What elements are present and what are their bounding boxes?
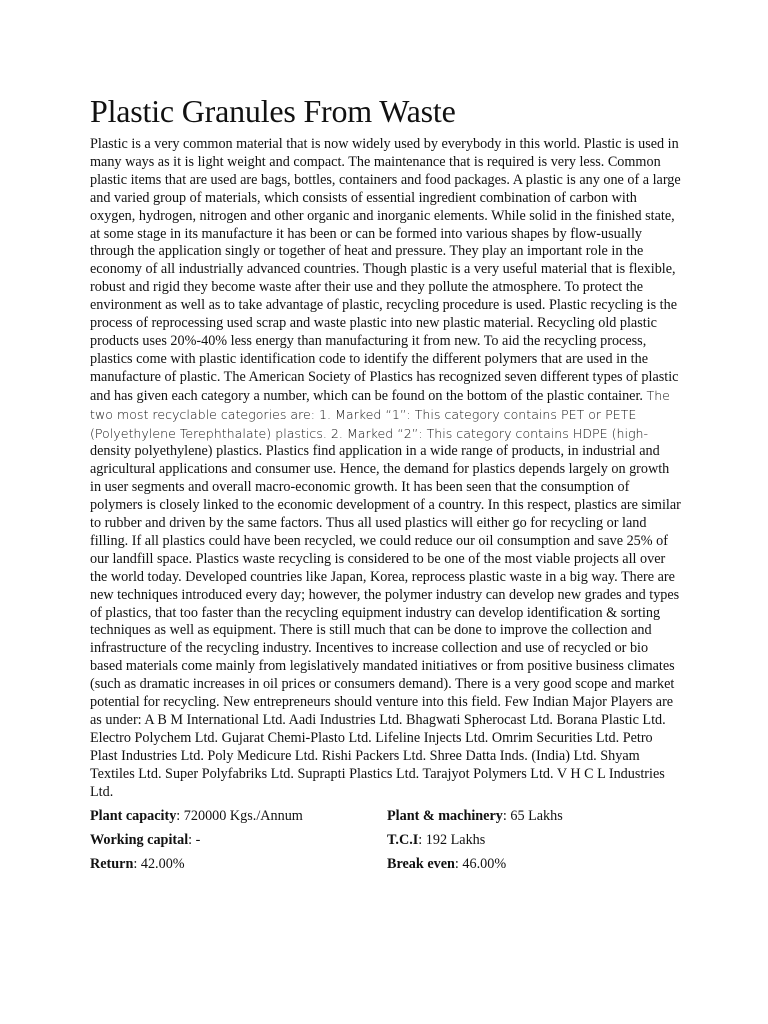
document-page — [90, 92, 682, 873]
fact-separator: : — [133, 855, 141, 872]
fact-value: 192 Lakhs — [425, 831, 486, 848]
fact-plant-machinery — [387, 808, 682, 825]
body-text-part-2: The two most recyclable categories are: 1. Marked “1”: This category contains PET or PETE (Polyethylene Terephthalate) plastics. 2. Marked “2”: This category contains HDPE (high- — [90, 387, 670, 441]
fact-label: T.C.I — [387, 831, 419, 848]
fact-tci — [387, 832, 682, 849]
fact-separator: : — [418, 831, 426, 848]
fact-value: 720000 Kgs./Annum — [183, 807, 303, 824]
fact-working-capital — [90, 832, 387, 849]
body-paragraph — [90, 136, 682, 802]
page-title: Plastic Granules From Waste — [90, 93, 456, 129]
fact-return — [90, 856, 387, 873]
fact-label: Plant & machinery — [387, 807, 503, 824]
fact-label: Return — [90, 855, 134, 872]
body-text-part-3: density polyethylene) plastics. Plastics find application in a wide range of products, in industrial and agricultural applications and consumer use. Hence, the demand for plastics depends largely on growth in user segments and overall macro-economic growth. It has been seen that the consumption of polymers is closely linked to the economic development of a country. In this respect, plastics are similar to rubber and driven by the same factors. Thus all used plastics will either go for recycling or land filling. If all plastics could have been recycled, we could reduce our oil consumption and save 25% of our landfill space. Plastics waste recycling is considered to be one of the most viable projects all over the world today. Developed countries like Japan, Korea, reprocess plastic waste in a big way. There are new techniques introduced every day; however, the polymer industry can develop new grades and types of plastics, that too faster than the recycling equipment industry can develop identification & sorting techniques as well as equipment. There is still much that can be done to improve the collection and infrastructure of the recycling industry. Incentives to increase collection and use of recycled or bio based materials come mainly from legislatively mandated initiatives or from positive business climates (such as dramatic increases in oil prices or consumers demand). There is a very good scope and market potential for recycling. New entrepreneurs should venture into this field. Few Indian Major Players are as under: A B M International Ltd. Aadi Industries Ltd. Bhagwati Spherocast Ltd. Borana Plastic Ltd. Electro Polychem Ltd. Gujarat Chemi-Plasto Ltd. Lifeline Injects Ltd. Omrim Securities Ltd. Petro Plast Industries Ltd. Poly Medicure Ltd. Rishi Packers Ltd. Shree Datta Inds. (India) Ltd. Shyam Textiles Ltd. Super Polyfabriks Ltd. Suprapti Plastics Ltd. Tarajyot Polymers Ltd. V H C L Industries Ltd. — [90, 443, 681, 800]
fact-value: 46.00% — [462, 855, 507, 872]
fact-separator: : — [502, 807, 511, 824]
fact-plant-capacity — [90, 808, 387, 825]
fact-value: 42.00% — [140, 855, 185, 872]
fact-value: - — [195, 831, 201, 848]
fact-break-even — [387, 856, 682, 873]
fact-separator: : — [188, 831, 196, 848]
fact-value: 65 Lakhs — [510, 807, 563, 824]
body-text-part-1: Plastic is a very common material that is now widely used by everybody in this world. Plastic is used in many ways as it is light weight and compact. The maintenance that is required is very less. Common plastic items that are used are bags, bottles, containers and food packages. A plastic is any one of a large and varied group of materials, which consists of essential ingredient combination of carbon with oxygen, hydrogen, nitrogen and other organic and inorganic elements. While solid in the finished state, at some stage in its manufacture it has been or can be formed into various shapes by flow-usually through the application singly or together of heat and pressure. They play an important role in the economy of all industrially advanced countries. Though plastic is a very useful material that is flexible, robust and rigid they become waste after their use and they pollute the atmosphere. To protect the environment as well as to take advantage of plastic, recycling procedure is used. Plastic recycling is the process of reprocessing used scrap and waste plastic into new plastic material. Recycling old plastic products uses 20%-40% less energy than manufacturing it from new. To aid the recycling process, plastics come with plastic identification code to identify the different polymers that are used in the manufacture of plastic. The American Society of Plastics has recognized seven different types of plastic and has given each category a number, which can be found on the bottom of the plastic container. — [90, 136, 681, 404]
fact-label: Working capital — [90, 831, 189, 848]
fact-label: Plant capacity — [90, 807, 177, 824]
fact-label: Break even — [387, 855, 455, 872]
fact-separator: : — [176, 807, 184, 824]
project-facts-table — [90, 808, 682, 873]
fact-separator: : — [454, 855, 463, 872]
